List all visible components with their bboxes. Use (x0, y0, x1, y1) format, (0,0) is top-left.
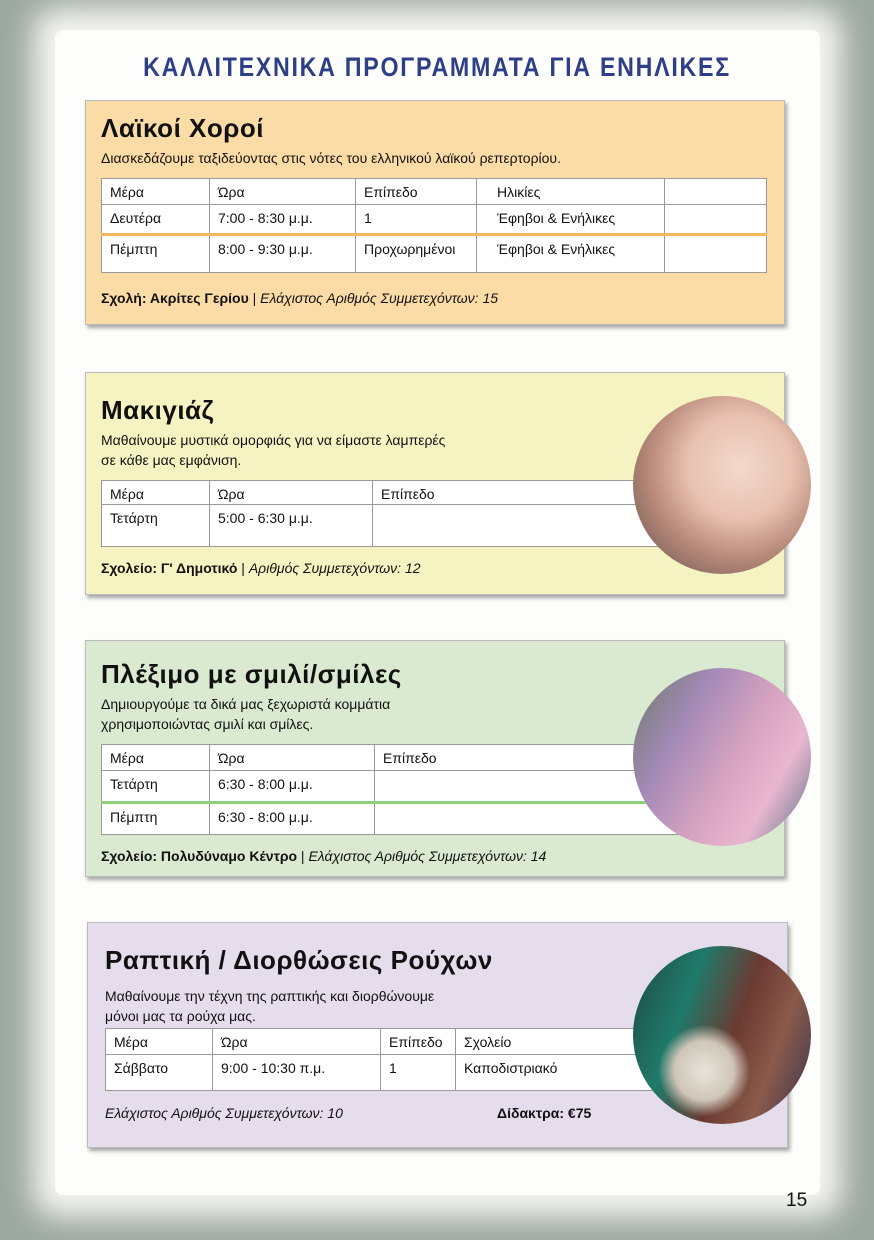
table-header: Ηλικίες (477, 179, 665, 205)
cell: Τετάρτη (102, 505, 210, 547)
cell: 9:00 - 10:30 π.μ. (213, 1055, 381, 1091)
tuition-fee (497, 1105, 591, 1121)
program-title: Λαϊκοί Χοροί (101, 113, 264, 143)
program-title: Πλέξιμο με σμιλί/σμίλες (101, 659, 402, 689)
table-header: Σχολείο (456, 1029, 705, 1055)
program-card-folk-dances (85, 100, 785, 325)
cell (665, 205, 767, 235)
makeup-photo (633, 396, 811, 574)
cell: Έφηβοι & Ενήλικες (477, 205, 665, 235)
program-description (101, 430, 445, 470)
desc-line: Μαθαίνουμε μυστικά ομορφιάς για να είμαστε λαμπερές (101, 432, 446, 448)
separator: | (248, 290, 261, 306)
table-header: Ώρα (210, 481, 373, 505)
program-footer (101, 560, 421, 576)
table-header: Ώρα (213, 1029, 381, 1055)
table-header: Μέρα (106, 1029, 213, 1055)
cell: Πέμπτη (102, 803, 210, 835)
desc-line: Δημιουργούμε τα δικά μας ξεχωριστά κομμάτια (101, 696, 391, 712)
fee-text: Δίδακτρα: €75 (497, 1105, 592, 1121)
min-participants: Ελάχιστος Αριθμός Συμμετεχόντων: 15 (260, 290, 499, 306)
table-header: Επίπεδο (381, 1029, 456, 1055)
cell: Προχωρημένοι (356, 235, 477, 273)
table-header: Επίπεδο (373, 481, 701, 505)
table-header: Ώρα (210, 179, 356, 205)
school-label: Σχολείο: Πολυδύναμο Κέντρο (101, 848, 298, 864)
cell: 1 (381, 1055, 456, 1091)
cell: Δευτέρα (102, 205, 210, 235)
sewing-photo (633, 946, 811, 1124)
table-row (102, 803, 701, 835)
schedule-table (105, 1028, 705, 1091)
cell: Έφηβοι & Ενήλικες (477, 235, 665, 273)
table-header: Ώρα (210, 745, 375, 771)
min-participants-text: Ελάχιστος Αριθμός Συμμετεχόντων: 10 (105, 1105, 343, 1121)
program-footer (101, 290, 498, 306)
knitting-photo (633, 668, 811, 846)
desc-line: χρησιμοποιώντας σμιλί και σμίλες. (101, 716, 314, 732)
table-header (665, 179, 767, 205)
program-description (105, 986, 434, 1026)
program-title: Ραπτική / Διορθώσεις Ρούχων (105, 945, 493, 975)
schedule-table (101, 178, 767, 273)
desc-line: Μαθαίνουμε την τέχνη της ραπτικής και διορθώνουμε (105, 988, 435, 1004)
cell: 7:00 - 8:30 μ.μ. (210, 205, 356, 235)
table-row (102, 771, 701, 803)
school-label: Σχολή: Ακρίτες Γερίου (101, 290, 249, 306)
cell: Σάββατο (106, 1055, 213, 1091)
table-row (102, 235, 767, 273)
table-header: Επίπεδο (356, 179, 477, 205)
desc-line: μόνοι μας τα ρούχα μας. (105, 1008, 256, 1024)
table-header: Μέρα (102, 179, 210, 205)
program-title: Μακιγιάζ (101, 395, 215, 425)
cell: 6:30 - 8:00 μ.μ. (210, 771, 375, 803)
cell: 8:00 - 9:30 μ.μ. (210, 235, 356, 273)
cell (665, 235, 767, 273)
min-participants (105, 1105, 343, 1121)
cell: 6:30 - 8:00 μ.μ. (210, 803, 375, 835)
separator: | (237, 560, 249, 576)
separator: | (297, 848, 309, 864)
table-row (102, 205, 767, 235)
program-description: Διασκεδάζουμε ταξιδεύοντας στις νότες του ελληνικού λαϊκού ρεπερτορίου. (101, 150, 561, 166)
school-label: Σχολείο: Γ' Δημοτικό (101, 560, 238, 576)
table-header: Μέρα (102, 745, 210, 771)
table-header: Επίπεδο (375, 745, 701, 771)
desc-line: σε κάθε μας εμφάνιση. (101, 452, 242, 468)
page-number: 15 (786, 1190, 808, 1211)
cell: Καποδιστριακό (456, 1055, 705, 1091)
cell: 1 (356, 205, 477, 235)
min-participants: Αριθμός Συμμετεχόντων: 12 (248, 560, 421, 576)
cell: Τετάρτη (102, 771, 210, 803)
program-description (101, 694, 390, 734)
program-footer (101, 848, 546, 864)
cell: 5:00 - 6:30 μ.μ. (210, 505, 373, 547)
cell: Πέμπτη (102, 235, 210, 273)
table-row (106, 1055, 705, 1091)
schedule-table (101, 480, 701, 547)
table-header: Μέρα (102, 481, 210, 505)
min-participants: Ελάχιστος Αριθμός Συμμετεχόντων: 14 (308, 848, 547, 864)
table-row (102, 505, 701, 547)
page-title: ΚΑΛΛΙΤΕΧΝΙΚΑ ΠΡΟΓΡΑΜΜΑΤΑ ΓΙΑ ΕΝΗΛΙΚΕΣ (143, 52, 731, 82)
schedule-table (101, 744, 701, 835)
